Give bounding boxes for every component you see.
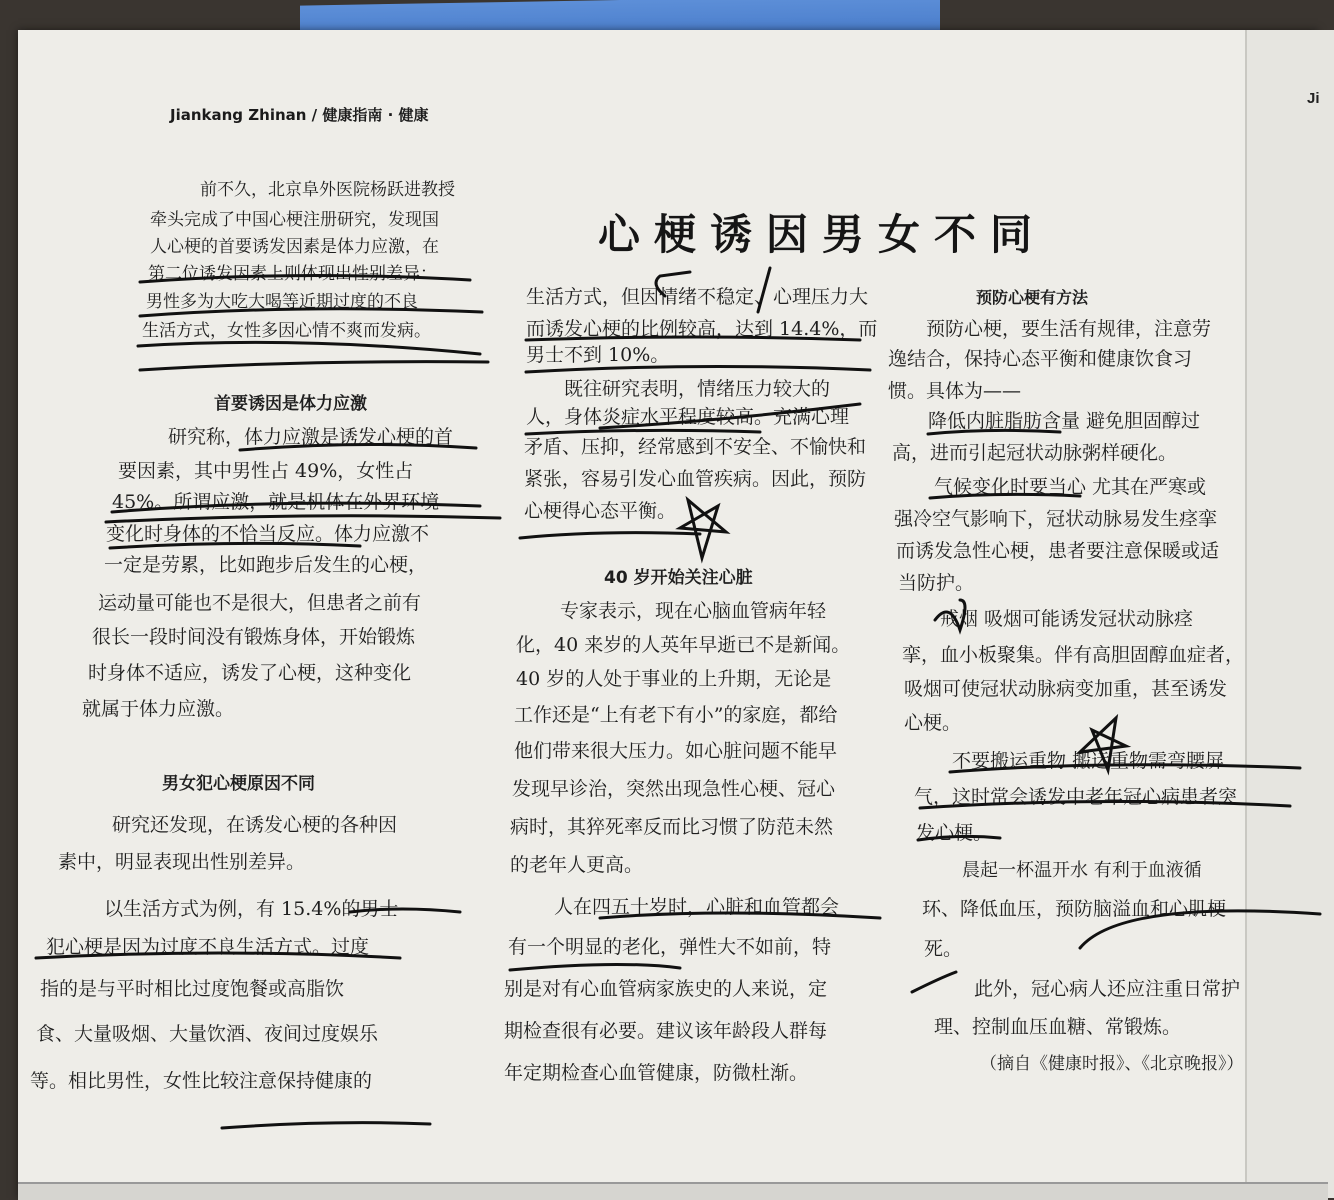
paragraph-line: 逸结合，保持心态平衡和健康饮食习 [888, 348, 1193, 370]
intro-line: 男性多为大吃大喝等近期过度的不良 [146, 292, 418, 312]
paragraph-line: 研究还发现，在诱发心梗的各种因 [112, 814, 398, 836]
paragraph-line: 45%。所谓应激，就是机体在外界环境 [112, 491, 440, 513]
paragraph-line: 犯心梗是因为过度不良生活方式。过度 [46, 936, 370, 958]
paragraph-line: 挛，血小板聚集。伴有高胆固醇血症者， [902, 644, 1245, 666]
intro-line: 人心梗的首要诱发因素是体力应激，在 [150, 237, 439, 257]
paragraph-line: 很长一段时间没有锻炼身体，开始锻炼 [92, 626, 416, 648]
paragraph-line: 的老年人更高。 [510, 854, 644, 876]
paragraph-line: 指的是与平时相比过度饱餐或高脂饮 [40, 978, 345, 1000]
section-heading: 40 岁开始关注心脏 [604, 568, 753, 588]
paragraph-line: 死。 [924, 938, 963, 960]
paragraph-line: 心梗。 [904, 712, 962, 734]
source-citation: （摘自《健康时报》、《北京晚报》） [980, 1054, 1244, 1074]
paragraph-line: 生活方式，但因情绪不稳定、心理压力大 [526, 286, 869, 308]
paragraph-line: 心梗得心态平衡。 [524, 500, 677, 522]
paragraph-line: 环、降低血压，预防脑溢血和心肌梗 [922, 898, 1227, 920]
paragraph-line: 有一个明显的老化，弹性大不如前，特 [508, 936, 832, 958]
section-heading: 男女犯心梗原因不同 [162, 774, 315, 794]
paragraph-line: 当防护。 [898, 572, 975, 594]
paragraph-line: 人在四五十岁时，心脏和血管都会 [554, 896, 840, 918]
intro-line: 前不久，北京阜外医院杨跃进教授 [200, 180, 455, 200]
paragraph-line: 既往研究表明，情绪压力较大的 [564, 378, 831, 400]
paragraph-line: 高，进而引起冠状动脉粥样硬化。 [892, 442, 1178, 464]
paragraph-line: 戒烟 吸烟可能诱发冠状动脉痉 [940, 608, 1194, 630]
section-heading: 预防心梗有方法 [976, 288, 1089, 307]
intro-line: 第二位诱发因素上则体现出性别差异： [148, 264, 437, 284]
paragraph-line: 他们带来很大压力。如心脏问题不能早 [514, 740, 838, 762]
paragraph-line: 发心梗。 [916, 822, 993, 844]
paragraph-line: 人，身体炎症水平程度较高。充满心理 [526, 406, 850, 428]
paragraph-line: 专家表示，现在心脑血管病年轻 [560, 600, 827, 622]
paragraph-line: 吸烟可使冠状动脉病变加重，甚至诱发 [904, 678, 1228, 700]
paragraph-line: 就属于体力应激。 [82, 698, 235, 720]
next-page-bottom [18, 1182, 1328, 1200]
paragraph-line: 工作还是“上有老下有小”的家庭，都给 [514, 704, 838, 726]
paragraph-line: 一定是劳累，比如跑步后发生的心梗， [104, 554, 428, 576]
paragraph-line: 40 岁的人处于事业的上升期，无论是 [516, 668, 832, 690]
next-page-edge [1245, 30, 1334, 1198]
paragraph-line: 等。相比男性，女性比较注意保持健康的 [30, 1070, 373, 1092]
paragraph-line: 期检查很有必要。建议该年龄段人群每 [504, 1020, 828, 1042]
next-page-header: Ji [1307, 90, 1320, 107]
paragraph-line: 年定期检查心血管健康，防微杜渐。 [504, 1062, 809, 1084]
paragraph-line: 降低内脏脂肪含量 避免胆固醇过 [928, 410, 1201, 432]
paragraph-line: 变化时身体的不恰当反应。体力应激不 [106, 523, 430, 545]
paragraph-line: 晨起一杯温开水 有利于血液循 [962, 860, 1202, 881]
paragraph-line: 病时，其猝死率反而比习惯了防范未然 [510, 816, 834, 838]
paragraph-line: 不要搬运重物 搬运重物需弯腰屏 [952, 750, 1225, 772]
paragraph-line: 紧张，容易引发心血管疾病。因此，预防 [524, 468, 867, 490]
paragraph-line: 强冷空气影响下，冠状动脉易发生痉挛 [894, 508, 1218, 530]
paragraph-line: 预防心梗，要生活有规律，注意劳 [926, 318, 1212, 340]
paragraph-line: 而诱发心梗的比例较高，达到 14.4%，而 [526, 318, 878, 340]
paragraph-line: 研究称，体力应激是诱发心梗的首 [168, 426, 454, 448]
paragraph-line: 以生活方式为例，有 15.4%的男士 [104, 898, 399, 920]
paragraph-line: 惯。具体为—— [888, 380, 1022, 402]
page-header: Jiankang Zhinan / 健康指南 · 健康 [170, 106, 429, 124]
intro-line: 牵头完成了中国心梗注册研究，发现国 [150, 210, 439, 230]
paragraph-line: 化，40 来岁的人英年早逝已不是新闻。 [516, 634, 851, 656]
article-title: 心梗诱因男女不同 [598, 210, 1047, 259]
paragraph-line: 而诱发急性心梗，患者要注意保暖或适 [896, 540, 1220, 562]
paragraph-line: 别是对有心血管病家族史的人来说，定 [504, 978, 828, 1000]
paragraph-line: 此外，冠心病人还应注重日常护 [974, 978, 1241, 1000]
paragraph-line: 食、大量吸烟、大量饮酒、夜间过度娱乐 [36, 1023, 379, 1045]
paragraph-line: 时身体不适应，诱发了心梗，这种变化 [88, 662, 412, 684]
paragraph-line: 气候变化时要当心 尤其在严寒或 [934, 476, 1207, 498]
paragraph-line: 气，这时常会诱发中老年冠心病患者突 [914, 786, 1238, 808]
paragraph-line: 发现早诊治，突然出现急性心梗、冠心 [512, 778, 836, 800]
paragraph-line: 矛盾、压抑，经常感到不安全、不愉快和 [524, 436, 867, 458]
paragraph-line: 素中，明显表现出性别差异。 [58, 851, 306, 873]
section-heading: 首要诱因是体力应激 [214, 394, 367, 414]
paragraph-line: 要因素，其中男性占 49%，女性占 [118, 460, 414, 482]
paragraph-line: 男士不到 10%。 [526, 344, 670, 366]
intro-line: 生活方式，女性多因心情不爽而发病。 [142, 321, 431, 341]
paragraph-line: 理、控制血压血糖、常锻炼。 [934, 1016, 1182, 1038]
paragraph-line: 运动量可能也不是很大，但患者之前有 [98, 592, 422, 614]
